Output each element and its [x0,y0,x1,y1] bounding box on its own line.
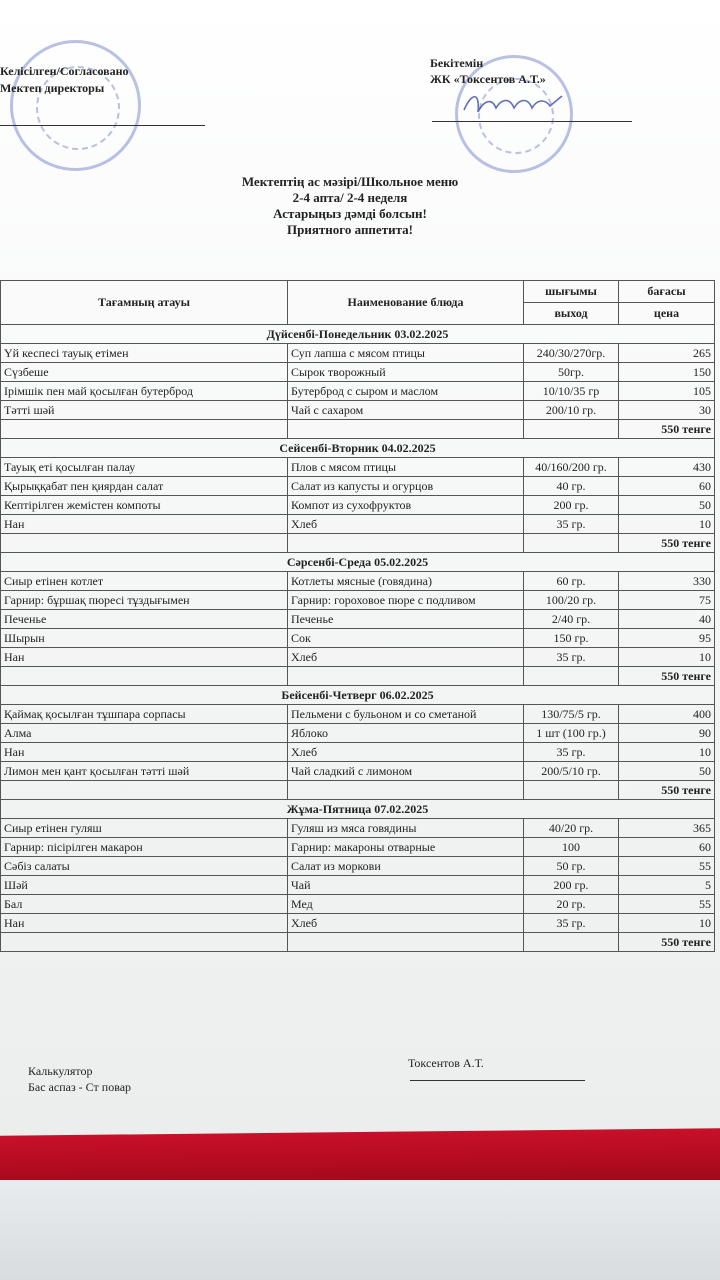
dish-name-ru: Хлеб [288,914,524,933]
empty-cell [1,534,288,553]
signer-name: Токсентов А.Т. [408,1056,484,1070]
day-title: Сейсенбі-Вторник 04.02.2025 [1,439,715,458]
day-title: Жұма-Пятница 07.02.2025 [1,800,715,819]
empty-cell [1,781,288,800]
dish-name-ru: Салат из капусты и огурцов [288,477,524,496]
school-director-label: Мектеп директоры [0,81,105,95]
dish-name-ru: Чай с сахаром [288,401,524,420]
dish-name-ru: Гарнир: макароны отварные [288,838,524,857]
dish-yield: 200/5/10 гр. [524,762,619,781]
dish-price: 40 [619,610,715,629]
dish-yield: 200 гр. [524,496,619,515]
dish-yield: 35 гр. [524,914,619,933]
day-header-row [1,325,715,344]
day-header-row [1,686,715,705]
dish-yield: 130/75/5 гр. [524,705,619,724]
dish-yield: 10/10/35 гр [524,382,619,401]
table-row [1,762,715,781]
dish-name-ru: Чай сладкий с лимоном [288,762,524,781]
empty-cell [524,420,619,439]
dish-name-ru: Салат из моркови [288,857,524,876]
dish-name-kz: Шәй [1,876,288,895]
table-row [1,515,715,534]
dish-name-ru: Чай [288,876,524,895]
empty-cell [288,534,524,553]
dish-name-ru: Хлеб [288,743,524,762]
dish-name-ru: Бутерброд с сыром и маслом [288,382,524,401]
day-total-row [1,534,715,553]
dish-price: 75 [619,591,715,610]
col-yield-kz: шығымы [524,281,619,303]
dish-name-kz: Сүзбеше [1,363,288,382]
dish-name-kz: Гарнир: бұршақ пюресі тұздығымен [1,591,288,610]
dish-yield: 20 гр. [524,895,619,914]
dish-price: 55 [619,895,715,914]
table-row [1,458,715,477]
col-price-kz: бағасы [619,281,715,303]
dish-name-ru: Мед [288,895,524,914]
empty-cell [288,781,524,800]
table-header-row [1,281,715,303]
dish-price: 330 [619,572,715,591]
day-title: Дүйсенбі-Понедельник 03.02.2025 [1,325,715,344]
dish-yield: 2/40 гр. [524,610,619,629]
dish-price: 365 [619,819,715,838]
table-row [1,876,715,895]
menu-week: 2-4 апта/ 2-4 неделя [292,190,408,205]
dish-yield: 150 гр. [524,629,619,648]
empty-cell [524,933,619,952]
table-row [1,743,715,762]
day-total-row [1,933,715,952]
dish-price: 105 [619,382,715,401]
dish-name-kz: Лимон мен қант қосылған тәтті шәй [1,762,288,781]
dish-yield: 200 гр. [524,876,619,895]
director-signature [462,90,572,118]
day-header-row [1,439,715,458]
calculator-label: Калькулятор [28,1064,93,1078]
dish-name-kz: Сиыр етінен котлет [1,572,288,591]
col-yield-ru: выход [524,303,619,325]
chef-sign-line [410,1080,585,1081]
table-row [1,857,715,876]
dish-price: 150 [619,363,715,382]
dish-yield: 200/10 гр. [524,401,619,420]
day-header-row [1,553,715,572]
dish-price: 50 [619,762,715,781]
table-row [1,572,715,591]
day-total-row [1,667,715,686]
day-title: Бейсенбі-Четверг 06.02.2025 [1,686,715,705]
empty-cell [1,933,288,952]
dish-price: 30 [619,401,715,420]
approve-label: Бекітемін [430,56,484,70]
table-row [1,705,715,724]
dish-price: 95 [619,629,715,648]
director-sign-line [0,125,205,126]
table-row [1,610,715,629]
table-row [1,724,715,743]
col-price-ru: цена [619,303,715,325]
table-row [1,477,715,496]
dish-name-ru: Котлеты мясные (говядина) [288,572,524,591]
day-total: 550 тенге [619,781,715,800]
day-title: Сәрсенбі-Среда 05.02.2025 [1,553,715,572]
dish-price: 10 [619,648,715,667]
dish-price: 5 [619,876,715,895]
menu-title: Мектептің ас мәзірі/Школьное меню [241,174,459,189]
red-table-cloth [0,1128,720,1188]
table-row [1,591,715,610]
table-row [1,648,715,667]
dish-name-kz: Сиыр етінен гуляш [1,819,288,838]
dish-yield: 50гр. [524,363,619,382]
col-kz-name: Тағамның атауы [1,281,288,325]
col-ru-name: Наименование блюда [288,281,524,325]
dish-yield: 35 гр. [524,515,619,534]
dish-price: 90 [619,724,715,743]
dish-name-ru: Суп лапша с мясом птицы [288,344,524,363]
dish-yield: 50 гр. [524,857,619,876]
dish-yield: 60 гр. [524,572,619,591]
menu-table [0,280,715,952]
empty-cell [288,933,524,952]
company-label: ЖК «Токсентов А.Т.» [430,72,546,86]
dish-name-ru: Сок [288,629,524,648]
dish-yield: 100/20 гр. [524,591,619,610]
dish-name-kz: Ірімшік пен май қосылған бутерброд [1,382,288,401]
dish-name-ru: Хлеб [288,648,524,667]
dish-price: 50 [619,496,715,515]
empty-cell [524,667,619,686]
table-row [1,401,715,420]
dish-name-kz: Алма [1,724,288,743]
table-row [1,496,715,515]
dish-name-kz: Гарнир: пісірілген макарон [1,838,288,857]
dish-yield: 35 гр. [524,648,619,667]
dish-price: 265 [619,344,715,363]
dish-name-kz: Нан [1,743,288,762]
day-total-row [1,420,715,439]
dish-name-ru: Хлеб [288,515,524,534]
dish-name-kz: Шырын [1,629,288,648]
dish-yield: 240/30/270гр. [524,344,619,363]
dish-name-kz: Кептірілген жемістен компоты [1,496,288,515]
empty-cell [1,667,288,686]
dish-name-ru: Гарнир: гороховое пюре с подливом [288,591,524,610]
dish-name-ru: Пельмени с бульоном и со сметаной [288,705,524,724]
day-total: 550 тенге [619,420,715,439]
dish-name-ru: Компот из сухофруктов [288,496,524,515]
approver-sign-line [432,121,632,122]
dish-name-ru: Гуляш из мяса говядины [288,819,524,838]
dish-price: 10 [619,743,715,762]
dish-price: 10 [619,914,715,933]
background-surface [0,1180,720,1280]
table-row [1,838,715,857]
dish-name-kz: Печенье [1,610,288,629]
empty-cell [524,781,619,800]
dish-price: 60 [619,838,715,857]
greeting-kz: Астарыңыз дәмді болсын! [273,206,427,221]
dish-name-kz: Нан [1,648,288,667]
day-total: 550 тенге [619,933,715,952]
dish-name-kz: Нан [1,914,288,933]
dish-name-ru: Плов с мясом птицы [288,458,524,477]
empty-cell [288,667,524,686]
dish-yield: 35 гр. [524,743,619,762]
day-total: 550 тенге [619,534,715,553]
table-row [1,382,715,401]
dish-price: 60 [619,477,715,496]
dish-name-ru: Яблоко [288,724,524,743]
dish-name-kz: Тауық еті қосылған палау [1,458,288,477]
dish-name-ru: Сырок творожный [288,363,524,382]
dish-yield: 1 шт (100 гр.) [524,724,619,743]
agreed-label: Келісілген/Согласовано [0,64,129,78]
dish-price: 430 [619,458,715,477]
school-seal-stamp [10,40,141,171]
table-row [1,344,715,363]
table-row [1,895,715,914]
dish-name-kz: Қырыққабат пен қиярдан салат [1,477,288,496]
table-row [1,363,715,382]
chef-label: Бас аспаз - Ст повар [28,1080,132,1094]
dish-name-kz: Бал [1,895,288,914]
day-total: 550 тенге [619,667,715,686]
empty-cell [288,420,524,439]
dish-yield: 40 гр. [524,477,619,496]
dish-yield: 40/160/200 гр. [524,458,619,477]
empty-cell [1,420,288,439]
day-total-row [1,781,715,800]
dish-name-kz: Қаймақ қосылған тұшпара сорпасы [1,705,288,724]
table-row [1,629,715,648]
dish-name-kz: Тәтті шәй [1,401,288,420]
empty-cell [524,534,619,553]
dish-price: 10 [619,515,715,534]
dish-name-kz: Сәбіз салаты [1,857,288,876]
dish-name-kz: Үй кеспесі тауық етімен [1,344,288,363]
dish-price: 400 [619,705,715,724]
dish-price: 55 [619,857,715,876]
dish-yield: 100 [524,838,619,857]
greeting-ru: Приятного аппетита! [287,222,413,237]
dish-name-ru: Печенье [288,610,524,629]
dish-yield: 40/20 гр. [524,819,619,838]
day-header-row [1,800,715,819]
dish-name-kz: Нан [1,515,288,534]
table-row [1,914,715,933]
table-row [1,819,715,838]
